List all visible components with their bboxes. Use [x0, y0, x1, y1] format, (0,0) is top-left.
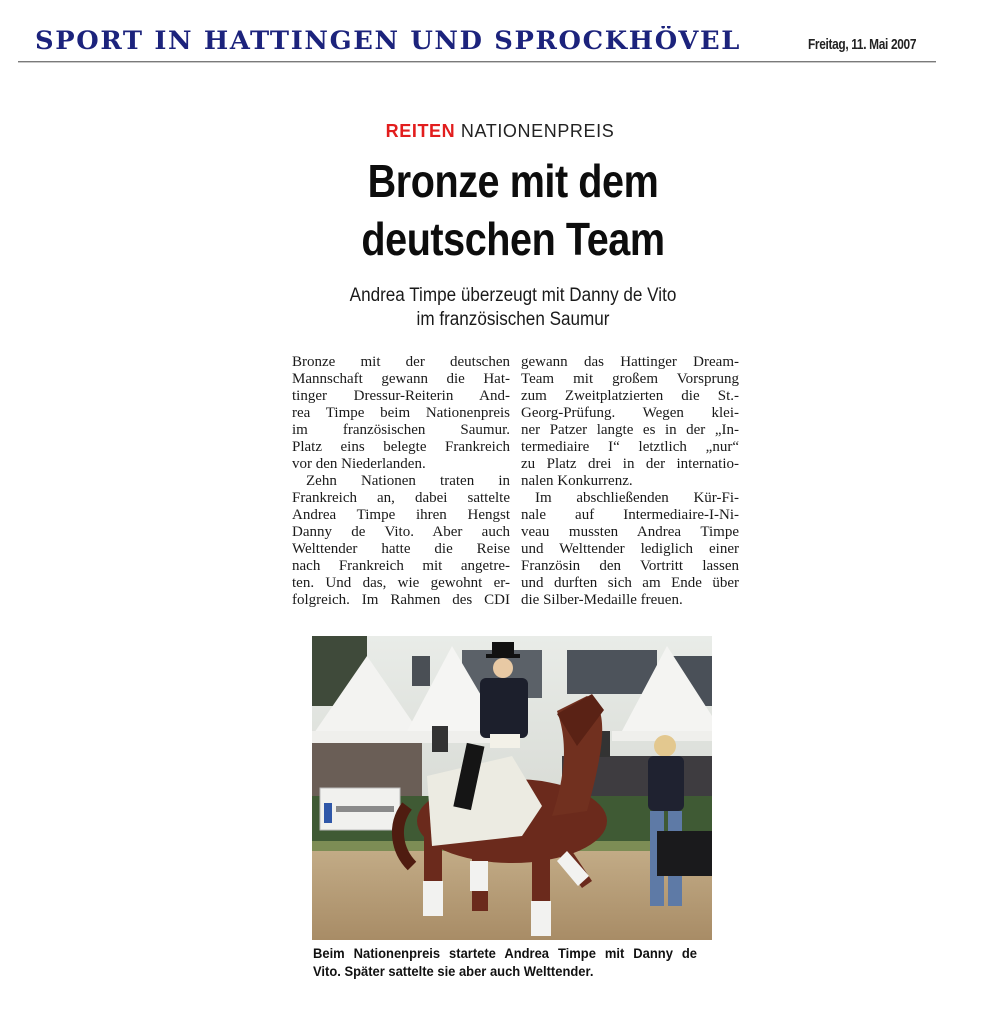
body-line: ner Patzer langte es in der „In- [521, 422, 739, 438]
header-rule [18, 61, 936, 62]
body-line: Frankreich an, dabei sattelte [292, 490, 510, 506]
subhead-line: im französischen Saumur [416, 309, 610, 330]
body-line: gewann das Hattinger Dream- [521, 354, 739, 370]
article-column-2 [521, 354, 739, 609]
body-line: Französin den Vortritt lassen [521, 558, 739, 574]
section-title: SPORT IN HATTINGEN UND SPROCKHÖVEL [35, 26, 742, 55]
body-line: und durften sich am Ende über [521, 575, 739, 591]
body-line: zu Platz drei in der internatio- [521, 456, 739, 472]
subhead-line: Andrea Timpe überzeugt mit Danny de Vito [349, 285, 677, 306]
kicker-topic: REITEN [385, 121, 456, 141]
body-line: nale auf Intermediaire-I-Ni- [521, 507, 739, 523]
photo-illustration [312, 636, 712, 940]
body-line: Im abschließenden Kür-Fi- [535, 490, 739, 506]
body-line: folgreich. Im Rahmen des CDI [292, 592, 510, 608]
window [567, 650, 657, 694]
body-line: Platz eins belegte Frankreich [292, 439, 510, 455]
top-hat [492, 642, 514, 656]
body-line: Mannschaft gewann die Hat- [292, 371, 510, 387]
headline-line: Bronze mit dem [367, 155, 659, 207]
body-line: Team mit großem Vorsprung [521, 371, 739, 387]
body-line: die Silber-Medaille freuen. [521, 592, 683, 608]
body-line: nalen Konkurrenz. [521, 473, 633, 489]
body-line: Zehn Nationen traten in [306, 473, 510, 489]
kicker-subtopic: NATIONENPREIS [460, 121, 615, 141]
article-subhead [51, 284, 974, 332]
body-line: tinger Dressur-Reiterin And- [292, 388, 510, 404]
photo-caption [313, 945, 697, 981]
article-kicker [0, 121, 1000, 142]
table [657, 831, 712, 876]
body-line: im französischen Saumur. [292, 422, 510, 438]
body-line: termediaire I“ letztlich „nur“ [521, 439, 739, 455]
body-line: rea Timpe beim Nationenpreis [292, 405, 510, 421]
body-line: Welttender hatte die Reise [292, 541, 510, 557]
body-line: und Welttender lediglich einer [521, 541, 739, 557]
issue-date: Freitag, 11. Mai 2007 [808, 37, 917, 53]
leg-wrap [423, 881, 443, 916]
window [412, 656, 430, 686]
body-line: Bronze mit der deutschen [292, 354, 510, 370]
caption-line: Vito. Später sattelte sie aber auch Welttender. [313, 964, 594, 979]
body-line: Georg-Prüfung. Wegen klei- [521, 405, 739, 421]
body-line: ten. Und das, wie gewohnt er- [292, 575, 510, 591]
speaker [432, 726, 448, 752]
body-line: Danny de Vito. Aber auch [292, 524, 510, 540]
article-column-1 [292, 354, 510, 609]
article-headline [72, 152, 954, 268]
body-line: zum Zweitplatzierten die St.- [521, 388, 739, 404]
body-line: Andrea Timpe ihren Hengst [292, 507, 510, 523]
body-line: vor den Niederlanden. [292, 456, 426, 472]
caption-line: Beim Nationenpreis startete Andrea Timpe mit Danny de [313, 946, 697, 961]
body-line: nach Frankreich mit angetre- [292, 558, 510, 574]
leg-wrap [531, 901, 551, 936]
leg-wrap [470, 861, 488, 891]
headline-line: deutschen Team [361, 213, 665, 265]
article-photo [312, 636, 712, 940]
body-line: veau mussten Andrea Timpe [521, 524, 739, 540]
